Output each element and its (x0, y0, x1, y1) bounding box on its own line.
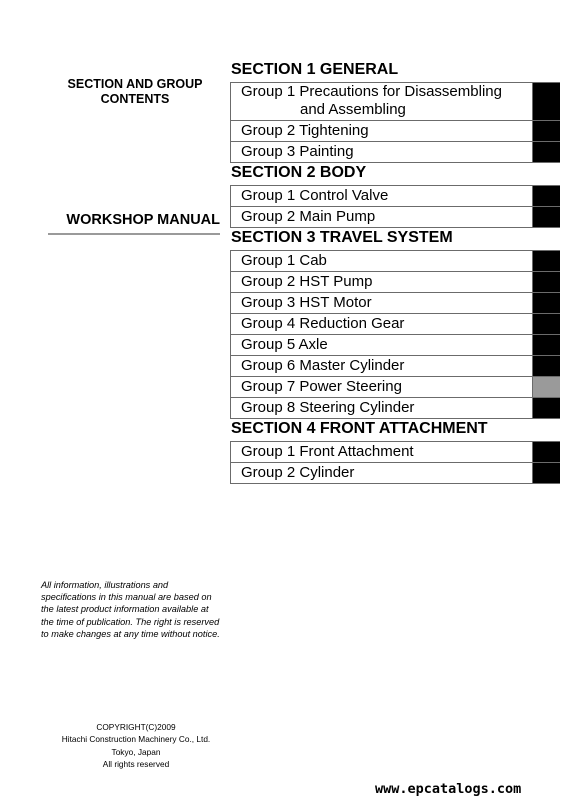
section-tab (533, 207, 560, 227)
group-row[interactable] (230, 462, 560, 483)
group-label: Group 6 Master Cylinder (230, 356, 533, 376)
group-row[interactable] (230, 82, 560, 120)
section-tab (533, 293, 560, 313)
group-list (230, 441, 560, 484)
group-label: Group 1 Front Attachment (230, 442, 533, 462)
section-title: SECTION 2 BODY (231, 164, 367, 181)
copyright-line: COPYRIGHT(C)2009 (96, 722, 176, 732)
group-label: Group 2 Cylinder (230, 463, 533, 483)
contents-heading (50, 77, 220, 107)
section-tab (533, 272, 560, 292)
contents-heading-line2: CONTENTS (100, 92, 170, 106)
group-label: Group 1 Control Valve (230, 186, 533, 206)
section-tab (533, 377, 560, 397)
section-title: SECTION 4 FRONT ATTACHMENT (231, 420, 488, 437)
group-row[interactable] (230, 376, 560, 397)
group-label: Group 7 Power Steering (230, 377, 533, 397)
section-3 (230, 228, 560, 419)
location-line: Tokyo, Japan (111, 746, 161, 757)
section-tab (533, 142, 560, 162)
group-label: Group 2 Tightening (230, 121, 533, 141)
rights-line: All rights reserved (102, 759, 170, 770)
group-list (230, 185, 560, 228)
website-link[interactable]: www.epcatalogs.com (375, 781, 522, 797)
group-list (230, 250, 560, 419)
group-label: Group 2 Main Pump (230, 207, 533, 227)
group-label: Group 4 Reduction Gear (230, 314, 533, 334)
group-row[interactable] (230, 334, 560, 355)
company-line: Hitachi Construction Machinery Co., Ltd. (61, 734, 211, 745)
manual-title: WORKSHOP MANUAL (48, 211, 220, 235)
group-row[interactable] (230, 355, 560, 376)
group-label-line2: and Assembling (300, 101, 406, 118)
group-label: Group 5 Axle (230, 335, 533, 355)
group-label: Group 1 Cab (230, 251, 533, 271)
contents-heading-line1: SECTION AND GROUP (67, 77, 203, 91)
group-row[interactable] (230, 271, 560, 292)
disclaimer-text: All information, illustrations and specifications in this manual are based on the latest product information available at the time of publication. The right is reserved to make changes at any time without notice. (41, 580, 220, 639)
section-tab (533, 463, 560, 483)
section-4 (230, 419, 560, 484)
group-row[interactable] (230, 313, 560, 334)
section-2 (230, 163, 560, 228)
section-tab (533, 314, 560, 334)
group-label: Group 3 HST Motor (230, 293, 533, 313)
section-tab (533, 356, 560, 376)
group-label-line1: Group 1 Precautions for Disassembling (241, 83, 502, 100)
group-label: Group 3 Painting (230, 142, 533, 162)
section-title: SECTION 1 GENERAL (231, 61, 399, 78)
group-row[interactable] (230, 206, 560, 227)
section-tab (533, 83, 560, 120)
section-1 (230, 60, 560, 163)
section-tab (533, 186, 560, 206)
group-row[interactable] (230, 120, 560, 141)
group-row[interactable] (230, 397, 560, 418)
group-label: Group 8 Steering Cylinder (230, 398, 533, 418)
copyright-block (56, 721, 216, 771)
section-index (230, 60, 560, 484)
group-list (230, 82, 560, 163)
section-tab (533, 398, 560, 418)
group-row[interactable] (230, 250, 560, 271)
section-tab (533, 251, 560, 271)
section-tab (533, 442, 560, 462)
group-label: Group 2 HST Pump (230, 272, 533, 292)
group-row[interactable] (230, 185, 560, 206)
group-row[interactable] (230, 441, 560, 462)
group-label (230, 83, 533, 120)
section-tab (533, 335, 560, 355)
group-row[interactable] (230, 141, 560, 162)
section-title: SECTION 3 TRAVEL SYSTEM (231, 229, 453, 246)
group-row[interactable] (230, 292, 560, 313)
section-tab (533, 121, 560, 141)
